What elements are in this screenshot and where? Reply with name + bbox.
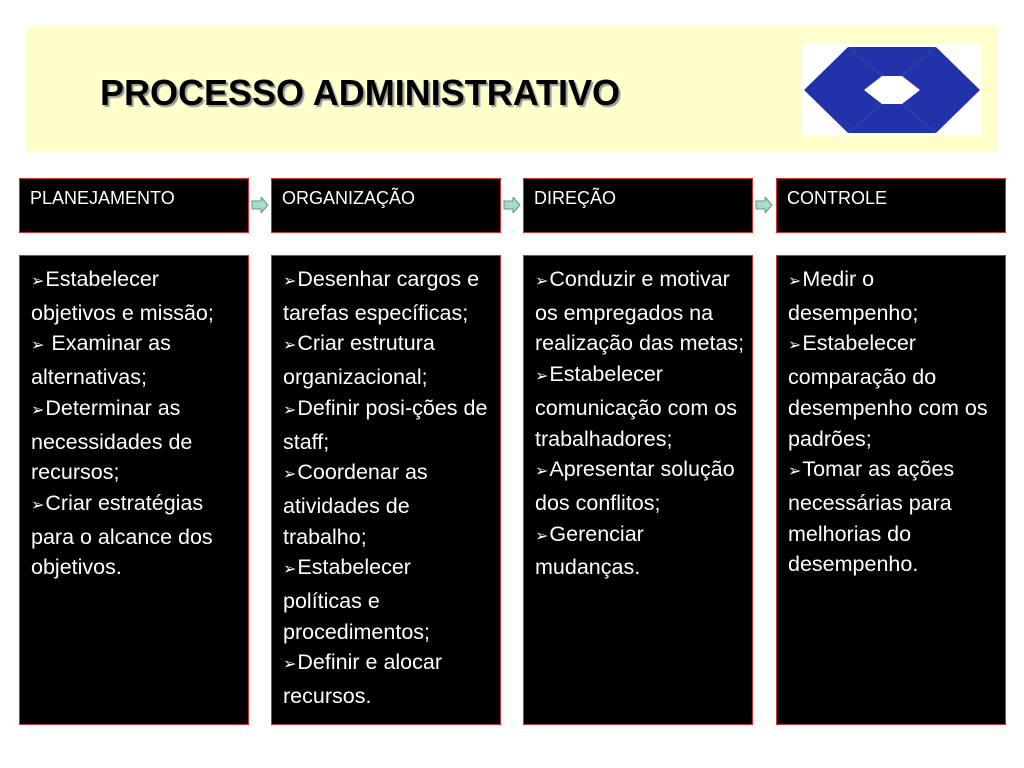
list-item — [535, 264, 746, 359]
right-arrow-icon — [251, 197, 269, 213]
list-item-text: Tomar as ações necessárias para melhorias do desempenho. — [788, 457, 961, 577]
list-item-text: Estabelecer políticas e procedimentos; — [283, 555, 430, 644]
arrow-bullet-icon: ➢ — [283, 466, 297, 484]
arrow-bullet-icon: ➢ — [788, 463, 802, 481]
arrow-bullet-icon: ➢ — [31, 496, 45, 514]
list-item-text: Criar estratégias para o alcance dos objetivos. — [31, 490, 219, 580]
header-label: ORGANIZAÇÃO — [282, 188, 416, 208]
list-item-text: Estabelecer objetivos e missão; — [31, 267, 214, 325]
diamond-logo-icon — [802, 44, 982, 136]
arrow-bullet-icon: ➢ — [788, 337, 802, 355]
header-box-direcao — [523, 178, 753, 233]
list-item — [788, 264, 999, 328]
list-item-text: Estabelecer comunicação com os trabalhadores; — [535, 362, 743, 451]
list-item-text: Conduzir e motivar os empregados na realização das metas; — [535, 267, 745, 356]
header-label: DIREÇÃO — [534, 188, 617, 208]
list-item-text: Determinar as necessidades de recursos; — [31, 395, 199, 485]
right-arrow-icon — [503, 197, 521, 213]
list-item-text: Criar estrutura organizacional; — [283, 331, 441, 390]
list-item-text: Estabelecer comparação do desempenho com os padrões; — [788, 331, 994, 451]
arrow-bullet-icon: ➢ — [31, 273, 45, 290]
content-box-organizacao — [271, 255, 501, 725]
list-item — [283, 393, 494, 457]
arrow-bullet-icon: ➢ — [535, 273, 549, 290]
arrow-bullet-icon: ➢ — [31, 337, 45, 355]
arrow-bullet-icon: ➢ — [283, 401, 297, 419]
page-title: PROCESSO ADMINISTRATIVO — [100, 72, 621, 113]
arrow-bullet-icon: ➢ — [283, 337, 297, 355]
list-item-text: Definir e alocar recursos. — [283, 650, 448, 709]
list-item — [283, 264, 494, 328]
list-item — [31, 393, 242, 488]
header-label: CONTROLE — [787, 188, 888, 208]
list-item — [535, 454, 746, 518]
header-box-planejamento — [19, 178, 249, 233]
arrow-bullet-icon: ➢ — [31, 401, 45, 419]
content-box-planejamento — [19, 255, 249, 725]
content-box-direcao — [523, 255, 753, 725]
list-item — [31, 328, 242, 392]
arrow-bullet-icon: ➢ — [283, 656, 297, 674]
title-band — [26, 26, 998, 152]
logo — [802, 44, 982, 136]
list-item — [283, 457, 494, 552]
right-arrow-icon — [755, 197, 773, 213]
list-item — [788, 328, 999, 454]
arrow-bullet-icon: ➢ — [788, 273, 802, 290]
header-box-organizacao — [271, 178, 501, 233]
arrow-bullet-icon: ➢ — [283, 561, 297, 579]
list-item-text: Medir o desempenho; — [788, 267, 919, 325]
list-item-text: Desenhar cargos e tarefas específicas; — [283, 267, 486, 325]
list-item — [535, 519, 746, 583]
arrow-bullet-icon: ➢ — [283, 273, 297, 290]
list-item — [788, 454, 999, 580]
list-item-text: Coordenar as atividades de trabalho; — [283, 460, 434, 549]
list-item-text: Examinar as alternativas; — [31, 331, 177, 390]
list-item-text: Definir posi-ções de staff; — [283, 395, 494, 454]
list-item-text: Apresentar solução dos conflitos; — [535, 457, 741, 515]
arrow-bullet-icon: ➢ — [535, 368, 549, 386]
list-item — [535, 359, 746, 454]
list-item — [283, 552, 494, 647]
arrow-bullet-icon: ➢ — [535, 463, 549, 481]
list-item — [283, 647, 494, 711]
header-box-controle — [776, 178, 1006, 233]
header-label: PLANEJAMENTO — [30, 188, 175, 208]
list-item-text: Gerenciar mudanças. — [535, 521, 650, 580]
list-item — [283, 328, 494, 392]
arrow-bullet-icon: ➢ — [535, 527, 549, 545]
list-item — [31, 488, 242, 583]
list-item — [31, 264, 242, 328]
content-box-controle — [776, 255, 1006, 725]
